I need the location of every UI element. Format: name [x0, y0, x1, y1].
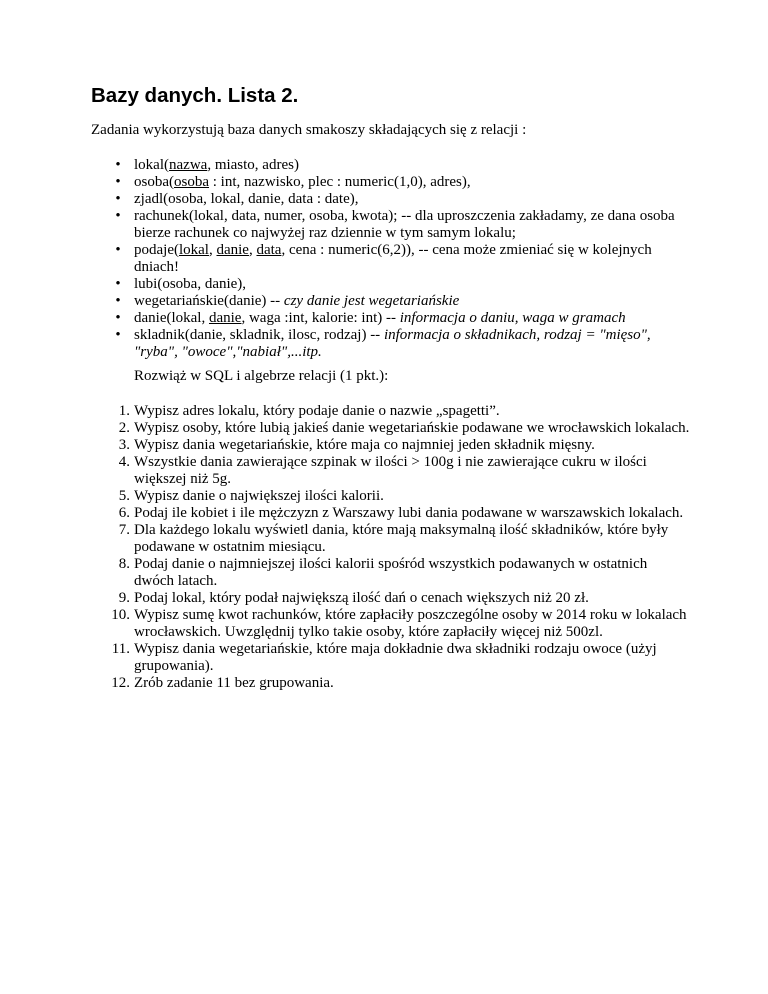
relations-list	[0, 157, 690, 361]
relation-item	[0, 174, 690, 191]
task-text: Wypisz dania wegetariańskie, które maja dokładnie dwa składniki rodzaju owoce (użyj grupowania).	[134, 641, 657, 674]
task-text: Podaj lokal, który podał największą ilość dań o cenach większych niż 20 zł.	[134, 590, 589, 606]
task-item	[0, 675, 690, 692]
relation-text: danie(lokal,	[134, 310, 209, 326]
task-text: Dla każdego lokalu wyświetl dania, które mają maksymalną ilość składników, które były podawane w ostatnim miesiącu.	[134, 522, 669, 555]
task-text: Wypisz osoby, które lubią jakieś danie wegetariańskie podawane we wrocławskich lokalach.	[134, 420, 690, 436]
task-text: Wypisz danie o największej ilości kalorii.	[134, 488, 384, 504]
task-item	[0, 641, 690, 675]
task-item	[0, 556, 690, 590]
task-number: 3.	[118, 437, 130, 453]
page-title: Bazy danych. Lista 2.	[91, 84, 299, 107]
task-item	[0, 403, 690, 420]
bullet-icon: •	[115, 310, 121, 326]
task-text: Podaj ile kobiet i ile mężczyzn z Warszawy lubi dania podawane w warszawskich lokalach.	[134, 505, 684, 521]
intro-text: Zadania wykorzystują baza danych smakoszy składających się z relacji :	[91, 122, 527, 138]
relation-text: skladnik(danie, skladnik, ilosc, rodzaj) --	[134, 327, 384, 343]
relation-text: rachunek(lokal, data, numer, osoba, kwota); -- dla uproszczenia zakładamy, ze dana osoba bierze rachunek co najwyżej raz dziennie w tym samym lokalu;	[134, 208, 675, 241]
relation-text: informacja o składnikach, rodzaj = "mięso", "ryba", "owoce","nabiał",...itp.	[134, 327, 651, 360]
task-text: Wypisz adres lokalu, który podaje danie o nazwie „spagetti”.	[134, 403, 500, 419]
relation-text: : int, nazwisko, plec : numeric(1,0), adres),	[209, 174, 471, 190]
task-number: 2.	[118, 420, 130, 436]
relation-text: informacja o daniu, waga w gramach	[399, 310, 626, 326]
task-number: 1.	[118, 403, 130, 419]
bullet-icon: •	[115, 174, 121, 190]
relation-text: ,	[208, 242, 217, 258]
relation-text: podaje(	[134, 242, 179, 258]
relation-text: danie	[216, 242, 249, 258]
bullet-icon: •	[115, 208, 121, 224]
relation-item	[0, 327, 690, 361]
relation-text: danie	[208, 310, 242, 326]
bullet-icon: •	[115, 293, 121, 309]
task-item	[0, 437, 690, 454]
relation-text: osoba(	[134, 174, 174, 190]
task-text: Wypisz sumę kwot rachunków, które zapłaciły poszczególne osoby w 2014 roku w lokalach wrocławskich. Uwzględnij tylko takie osoby, które zapłaciły więcej niż 500zl.	[134, 607, 687, 640]
task-item	[0, 488, 690, 505]
task-item	[0, 590, 690, 607]
tasks-list	[0, 403, 690, 692]
task-number: 11.	[111, 641, 130, 657]
task-item	[0, 505, 690, 522]
task-text: Podaj danie o najmniejszej ilości kalorii spośród wszystkich podawanych w ostatnich dwóch latach.	[134, 556, 648, 589]
instruction-text: Rozwiąż w SQL i algebrze relacji (1 pkt.):	[134, 368, 389, 384]
relation-item	[0, 242, 690, 276]
task-number: 5.	[118, 488, 130, 504]
relation-text: czy danie jest wegetariańskie	[283, 293, 460, 309]
relation-item	[0, 208, 690, 242]
relation-text: zjadl(osoba, lokal, danie, data : date),	[134, 191, 359, 207]
relation-text: , miasto, adres)	[207, 157, 299, 173]
task-item	[0, 454, 690, 488]
task-number: 4.	[118, 454, 130, 470]
task-item	[0, 522, 690, 556]
relation-item	[0, 191, 690, 208]
relation-item	[0, 276, 690, 293]
task-number: 9.	[118, 590, 130, 606]
relation-text: lokal(	[134, 157, 169, 173]
relation-text: , cena : numeric(6,2)), -- cena może zmieniać się w kolejnych dniach!	[134, 242, 652, 275]
relation-item	[0, 157, 690, 174]
relation-text: nazwa	[169, 157, 208, 173]
relation-text: lokal	[178, 242, 209, 258]
bullet-icon: •	[115, 242, 121, 258]
relation-text: wegetariańskie(danie) --	[134, 293, 284, 309]
bullet-icon: •	[115, 276, 121, 292]
task-number: 6.	[118, 505, 130, 521]
bullet-icon: •	[115, 327, 121, 343]
task-text: Wszystkie dania zawierające szpinak w ilości > 100g i nie zawierające cukru w ilości większej niż 5g.	[134, 454, 647, 487]
bullet-icon: •	[115, 157, 121, 173]
task-number: 8.	[118, 556, 130, 572]
task-item	[0, 607, 690, 641]
relation-item	[0, 310, 690, 327]
task-item	[0, 420, 690, 437]
relation-text: data	[256, 242, 282, 258]
relation-item	[0, 293, 690, 310]
task-number: 7.	[118, 522, 130, 538]
task-number: 10.	[111, 607, 130, 623]
task-text: Zrób zadanie 11 bez grupowania.	[134, 675, 334, 691]
relation-text: osoba	[174, 174, 209, 190]
relation-text: ,	[248, 242, 257, 258]
task-number: 12.	[111, 675, 130, 691]
relation-text: , waga :int, kalorie: int) --	[241, 310, 400, 326]
task-text: Wypisz dania wegetariańskie, które maja co najmniej jeden składnik mięsny.	[134, 437, 595, 453]
bullet-icon: •	[115, 191, 121, 207]
relation-text: lubi(osoba, danie),	[134, 276, 247, 292]
